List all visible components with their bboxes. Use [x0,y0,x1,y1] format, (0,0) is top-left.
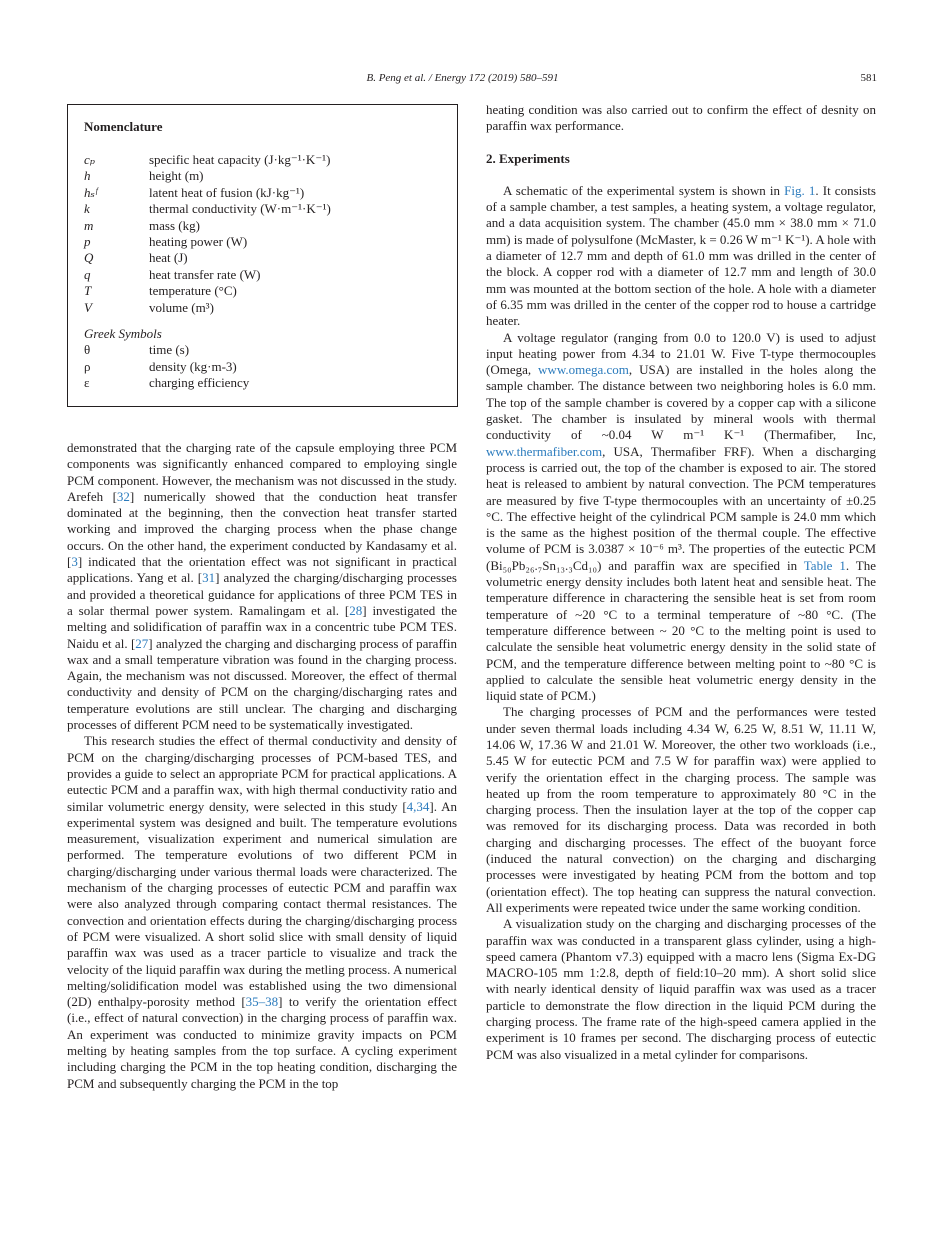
text-run: demonstrated that the charging rate of the capsule employing three PCM components was significantly enhanced compared to employing single PCM component. However, the mechanism was not discussed in the study. Arefeh [ [67,440,457,504]
definition: latent heat of fusion (kJ·kg⁻¹) [149,184,305,200]
citation-link[interactable]: 27 [135,635,149,651]
definition: temperature (°C) [149,283,237,299]
symbol: k [84,201,90,217]
url-link[interactable]: www.thermafiber.com [486,443,603,459]
citation-link[interactable]: 35–38 [245,994,279,1010]
definition: density (kg·m-3) [149,358,237,374]
page-header [0,72,925,88]
text-run: A schematic of the experimental system is shown in [503,182,785,198]
nomenclature-row [84,267,444,283]
nomenclature-row [84,300,444,316]
text-run: A voltage regulator (ranging from 0.0 to 120.0 V) is used to adjust input heating power from 4.34 to 21.01 W. Five T-type thermocouples (Omega, [486,329,876,378]
definition: thermal conductivity (W·m⁻¹·K⁻¹) [149,201,331,217]
symbol: V [84,299,92,315]
symbol: q [84,266,91,282]
definition: charging efficiency [149,375,250,391]
text-run: ] analyzed the charging/discharging processes and provided a theoretical guidance for applications of three PCM TES in a solar thermal power system. Ramalingam et al. [ [67,570,457,618]
symbol: cₚ [84,152,95,167]
definition: specific heat capacity (J·kg⁻¹·K⁻¹) [149,152,331,167]
definition: heating power (W) [149,233,248,249]
greek-symbols-heading: Greek Symbols [84,325,162,341]
nomenclature-row [84,234,444,250]
definition: heat transfer rate (W) [149,266,261,282]
nomenclature-row [84,359,444,375]
citation-link[interactable]: 4,34 [406,798,430,814]
text-run: ] to verify the orientation effect (i.e., effect of natural convection) in the charging process of paraffin wax. An experiment was conducted to minimize gravity impacts on PCM melting by heating samples from the top surface. A cycling experiment including charging the PCM in the top heating condition, discharging the PCM and subsequently charging the PCM in the top [67,994,458,1091]
definition: heat (J) [149,250,188,266]
body-paragraph [67,733,457,1092]
section-heading: 2. Experiments [486,150,570,166]
citation-link[interactable]: 31 [202,570,216,586]
nomenclature-row [84,185,444,201]
body-paragraph: The charging processes of PCM and the performances were tested under seven thermal loads including 4.34 W, 6.25 W, 8.51 W, 11.11 W, 14.06 W, 17.36 W and 21.01 W. Moreover, the other two workloads (i.e., 5.45 W for eutectic PCM and 7.5 W for paraffin wax) were applied to verify the orientation effect in the charging process. The sample was heated up from the room temperature to approximately 80 °C in the charging process. Then the insulation layer at the top of the copper cap was removed for its discharging process. Data was recorded in both charging and discharging processes. The effect of the buoyant force (induced the natural convection) on the charging and discharging processes were investigated by heating PCM from the bottom and top (orientation effect). The top heating can suppress the natural convection. All experiments were repeated twice under the same working condition. [486,704,876,915]
nomenclature-row [84,152,444,168]
text-run: ] investigated the melting and solidification of paraffin wax in a concentric tube PCM TES. Naidu et al. [ [67,602,457,651]
nomenclature-title: Nomenclature [84,119,163,134]
body-paragraph [67,440,457,733]
text-run: This research studies the effect of thermal conductivity and density of PCM on the charging/discharging processes of PCM-based TES, and provides a guide to select an appropriate PCM for practical applications. A eutectic PCM and a paraffin wax, with high thermal conductivity ratio and similar volumetric energy density, were selected in this study [ [67,733,457,814]
nomenclature-list [84,152,444,391]
symbol: h [84,168,91,184]
citation-link[interactable]: 28 [349,602,363,618]
nomenclature-row [84,250,444,266]
right-column [486,102,876,1063]
symbol: p [84,233,91,249]
page-number: 581 [860,72,877,84]
nomenclature-row [84,168,444,184]
nomenclature-box [67,104,458,407]
body-paragraph: heating condition was also carried out to confirm the effect of desnity on paraffin wax performance. [486,102,876,134]
symbol: ρ [84,358,91,374]
symbol: θ [84,342,91,358]
figure-link[interactable]: Fig. 1 [784,182,816,198]
text-run: , USA) are installed in the holes along the sample chamber. The distance between two neighboring holes is 6.0 mm. The top of the sample chamber is covered by a copper cap with a silicone gasket. The chamber is insulated by mineral wools with thermal conductivity of ~0.04 W m⁻¹ K⁻¹ (Thermafiber, Inc, [486,362,876,443]
symbol: hₛᶠ [84,184,98,200]
nomenclature-row [84,342,444,358]
symbol: Q [84,250,94,266]
definition: volume (m³) [149,299,214,315]
body-paragraph: A visualization study on the charging and discharging processes of the paraffin wax was conducted in a transparent glass cylinder, using a high-speed camera (Phantom v7.3) equipped with a macro lens (Sigma Ex-DG MACRO-105 mm 1:2.8, depth of field:10–20 mm). A short solid slice with nearly identical density of liquid paraffin wax was used as a tracer particle to demonstrate the flow direction in the liquid PCM during the charging process. The frame rate of the high-speed camera applied in the experiment is 10 frames per second. The discharging process of eutectic PCM was also visualized in a metal cylinder for comparisons. [486,916,876,1062]
symbol: T [84,283,92,299]
url-link[interactable]: www.omega.com [538,362,629,378]
left-column [67,440,457,1092]
citation-link[interactable]: 32 [116,488,130,504]
text-run: ] indicated that the orientation effect was not significant in practical applications. Yang et al. [ [67,554,457,586]
nomenclature-row [84,375,444,391]
running-title: B. Peng et al. / Energy 172 (2019) 580–591 [366,72,559,84]
nomenclature-row [84,283,444,299]
text-run: ]. An experimental system was designed and built. The temperature evolutions measurement, visualization experiment and numerical simulation are performed. The temperature evolutions of two different PCM in charging/discharging under various thermal loads were characterized. The mechanism of the charging processes of eutectic PCM and paraffin wax were also analyzed through comparing contact thermal resistances. The convection and orientation effects during the charging/discharging process of PCM were visualized. A short solid slice with small density of liquid paraffin wax was used as a tracer particle to visualize and track the velocity of the liquid paraffin wax during the metling process. A numerical melting/solidification model was established using the two dimensional (2D) enthalpy-porosity method [ [67,798,458,1010]
body-paragraph [486,330,876,705]
nomenclature-row [84,201,444,217]
definition: time (s) [149,342,190,358]
symbol: ε [84,375,90,391]
definition: mass (kg) [149,217,200,233]
text-run: , USA, Thermafiber FRF). When a discharging process is carried out, the top of the chamber is exposed to air. The stored heat is released to ambient by natural convection. The PCM temperatures are measured by five T-type thermocouples with an uncertainty of ±0.25 °C. The effective height of the cylindrical PCM sample is 24.0 mm which is the same as the highest position of the thermal couple. The effective volume of PCM is 3.0387 × 10⁻⁶ m³. The properties of the eutectic PCM (Bi₅₀Pb₂₆.₇Sn₁₃.₃Cd₁₀) and paraffin wax are specified in [486,443,876,573]
text-run: . The volumetric energy density includes both latent heat and sensible heat. The temperature difference in charactering the sensible heat is set from room temperature of ~20 °C to a terminal temperature of ~80 °C. (The temperature difference between ~ 20 °C to the melting point is used to calculate the sensible heat volumetric energy density in the solid state of PCM, and the temperature difference between melting point to ~80 °C is applied to calculate the sensible heat volumetric energy density in the liquid state of PCM.) [486,557,876,704]
nomenclature-row [84,218,444,234]
text-run: . It consists of a sample chamber, a test samples, a heating system, a voltage regulator, and a data acquisition system. The chamber (45.0 mm × 38.0 mm × 71.0 mm) is made of polysulfone (McMaster, k = 0.26 W m⁻¹ K⁻¹). A hole with a diameter of 12.7 mm and depth of 61.0 mm was drilled in the center of the block. A copper rod with a diameter of 12.7 mm and length of 30.0 mm was mounted at the bottom section of the hole. A hole with a diameter of 6.35 mm was drilled in the center of the copper rod to house a cartridge heater. [486,182,876,329]
table-link[interactable]: Table 1 [803,557,846,573]
text-run: ] analyzed the charging and discharging process of paraffin wax and a small temperature vibration was found in the charging process. Again, the mechanism was not discussed. Moreover, the effect of thermal conductivity and density of PCM on the charging/discharging rates and temperature evolutions are still unclear. The charging and discharging processes of different PCM need to be systematically investigated. [67,635,457,733]
citation-link[interactable]: 3 [71,554,78,570]
symbol: m [84,217,94,233]
text-run: ] numerically showed that the conduction heat transfer dominated at the beginning, then the convection heat transfer started working and improved the charging process when the phase change occurs. On the other hand, the experiment conducted by Kandasamy et al. [ [67,488,458,570]
body-paragraph [486,183,876,330]
definition: height (m) [149,168,204,184]
